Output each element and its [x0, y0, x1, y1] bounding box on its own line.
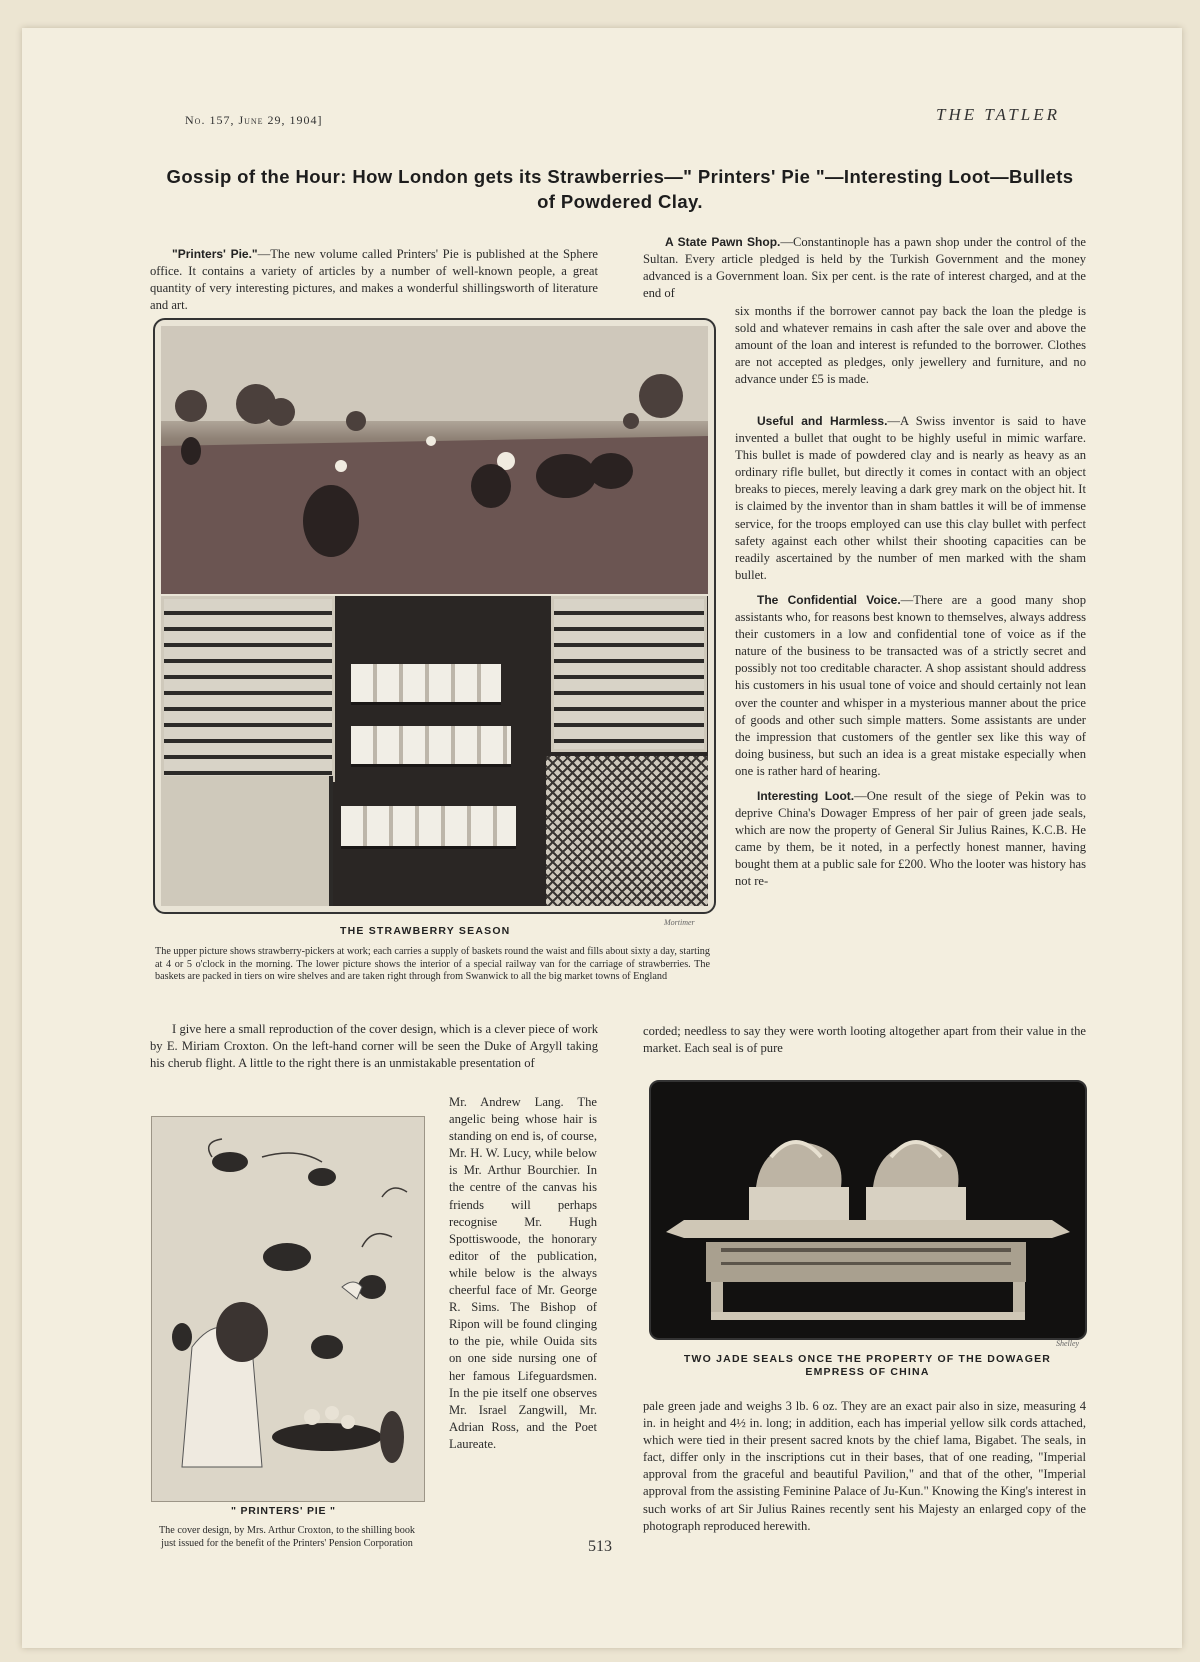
page-number: 513: [588, 1538, 612, 1555]
pawn-shop-continued: six months if the borrower cannot pay back the loan the pledge is sold and whatever remains in cash after the sale over and above the amount of the loan and interest is refunded to the borrower. Clothes are not accepted as pledges, only jewellery and furniture, and no advance under £5 is made.: [735, 304, 1086, 387]
publication-header: THE TATLER: [936, 105, 1060, 124]
strawberry-photo-credit: Mortimer: [664, 918, 695, 927]
van-door: [161, 776, 333, 906]
confidential-voice-text: —There are a good many shop assistants who, for reasons best known to themselves, always address their customers in a low and confidential tone of voice as if the nature of the business to be transacted was of a strictly secret and possibly not too creditable character. A shop assistant should address his customers in his usual tone of voice and should certainly not lean over the counter and whisper in a mysterious manner about the price of goods and other such simple matters. Some assistants are under the impression that customers of the gentler sex like this way of doing business, but such an idea is a great mistake especially when one is rather hard of hearing.: [735, 592, 1086, 778]
cover-text-full-paragraph: I give here a small reproduction of the cover design, which is a clever piece of work by E. Miriam Croxton. On the left-hand corner will be seen the Duke of Argyll taking his cherub flight. A little to the right there is an unmistakable presentation of: [150, 1022, 598, 1071]
jade-seals-scene: [651, 1082, 1085, 1338]
printers-pie-caption: The cover design, by Mrs. Arthur Croxton, to the shilling book just issued for the benefit of the Printers' Pension Corporation: [158, 1525, 416, 1549]
strawberry-caption: The upper picture shows strawberry-pickers at work; each carries a supply of baskets round the waist and fills about sixty a day, starting at 4 or 5 o'clock in the morning. The lower picture shows the interior of a special railway van for the carriage of strawberries. The baskets are packed in tiers on wire shelves and are taken right through from Swanwick to all the big market towns of England: [155, 946, 710, 982]
confidential-voice-lead: The Confidential Voice.: [757, 592, 901, 607]
left-shutter: [161, 596, 335, 782]
article-title: Gossip of the Hour: How London gets its Strawberries—" Printers' Pie "—Interesting Loot—Bullets of Powdered Clay.: [166, 166, 1074, 212]
interesting-loot-text: —One result of the siege of Pekin was to deprive China's Dowager Empress of her pair of green jade seals, which are now the property of General Sir Julius Raines, K.C.B. He came by them, be it noted, in a perfectly honest manner, having bought them at a public sale for £200. Who the looter was history has not re-: [735, 788, 1086, 889]
railway-van-photo: [161, 596, 708, 906]
strawberry-pickers-photo: [161, 326, 708, 594]
jade-photo-credit: Shelley: [1056, 1339, 1080, 1348]
cover-sketch: [152, 1117, 424, 1501]
cover-text-narrow: Mr. Andrew Lang. The angelic being whose hair is standing on end is, of course, Mr. H. W. Lucy, while below is Mr. Arthur Bourchier. In the centre of the canvas his friends will perhaps recognise Mr. Hugh Spottiswoode, the honorary editor of the publication, while below is the always cheerful face of Mr. George R. Sims. The Bishop of Ripon will be found clinging to the pie, while Ouida sits on one side nursing one of her famous Lifeguardsmen. In the pie itself one observes Mr. Israel Zangwill, Mr. Adrian Ross, and the Poet Laureate.: [449, 1095, 597, 1451]
basket-tier-3: [341, 806, 516, 849]
strawberry-photo-frame: [153, 318, 716, 914]
pawn-shop-section: [643, 234, 1086, 302]
useful-harmless-text: —A Swiss inventor is said to have invented a bullet that ought to be highly useful in mimic warfare. This bullet is made of powdered clay and is nearly as heavy as an ordinary rifle bullet, but directly it comes in contact with an object breaks to pieces, merely leaving a dark grey mark on the object hit. It is claimed by the inventor than in sham battles it will be of immense service, for the troops employed can use this clay bullet with perfect safety against each other whilst their shooting capacities can be readily ascertained by the number of men marked with the sham bullet.: [735, 414, 1086, 582]
basket-tier-2: [351, 726, 511, 767]
jade-seals-photo: [649, 1080, 1087, 1340]
useful-harmless-section: [735, 413, 1086, 891]
printers-pie-intro: [150, 246, 598, 314]
jade-caption-title: TWO JADE SEALS ONCE THE PROPERTY OF THE DOWAGER EMPRESS OF CHINA: [683, 1353, 1052, 1378]
printers-pie-intro-text: —The new volume called Printers' Pie is published at the Sphere office. It contains a variety of articles by a number of well-known people, a great quantity of very interesting pictures, and makes a wonderful shillingsworth of literature and art.: [150, 247, 598, 313]
right-shutter: [551, 596, 707, 752]
printers-pie-cover-illustration: [151, 1116, 425, 1502]
issue-header: No. 157, June 29, 1904]: [185, 113, 323, 127]
interesting-loot-lead: Interesting Loot.: [757, 788, 855, 803]
jade-continued-text: pale green jade and weighs 3 lb. 6 oz. They are an exact pair also in size, measuring 4 in. in height and 4½ in. long; in addition, each has imperial yellow silk cords attached, which were tied in their present sacred knots by the chief lama, Bigabet. The seals, in fact, differ only in the inscriptions cut in their bases, that of one reading, "Imperial approval from the graceful and beautiful Pavilion," and that of the other, "Imperial approval from the assisting Feminine Palace of Ju-Kun." Knowing the King's interest in such works of art Sir Julius Raines recently sent his Majesty an enlarged copy of the photograph reproduced herewith.: [643, 1399, 1086, 1533]
basket-tier-1: [351, 664, 501, 705]
wire-mesh-door: [546, 756, 708, 906]
strawberry-caption-title: THE STRAWBERRY SEASON: [340, 925, 511, 937]
printers-pie-caption-title: " PRINTERS' PIE ": [231, 1505, 336, 1517]
useful-harmless-lead: Useful and Harmless.: [757, 414, 888, 428]
pawn-shop-text-full: —Constantinople has a pawn shop under the control of the Sultan. Every article pledged is held by the Turkish Government and the money advanced is a Government loan. Six per cent. is the rate of interest charged, and at the end of: [643, 235, 1086, 301]
cover-text-full: [150, 1021, 598, 1072]
field-scene: [161, 326, 708, 594]
interesting-loot-continued: corded; needless to say they were worth looting altogether apart from their value in the market. Each seal is of pure: [643, 1024, 1086, 1056]
printers-pie-lead: "Printers' Pie.": [172, 247, 258, 261]
pawn-shop-lead: A State Pawn Shop.: [665, 235, 781, 249]
